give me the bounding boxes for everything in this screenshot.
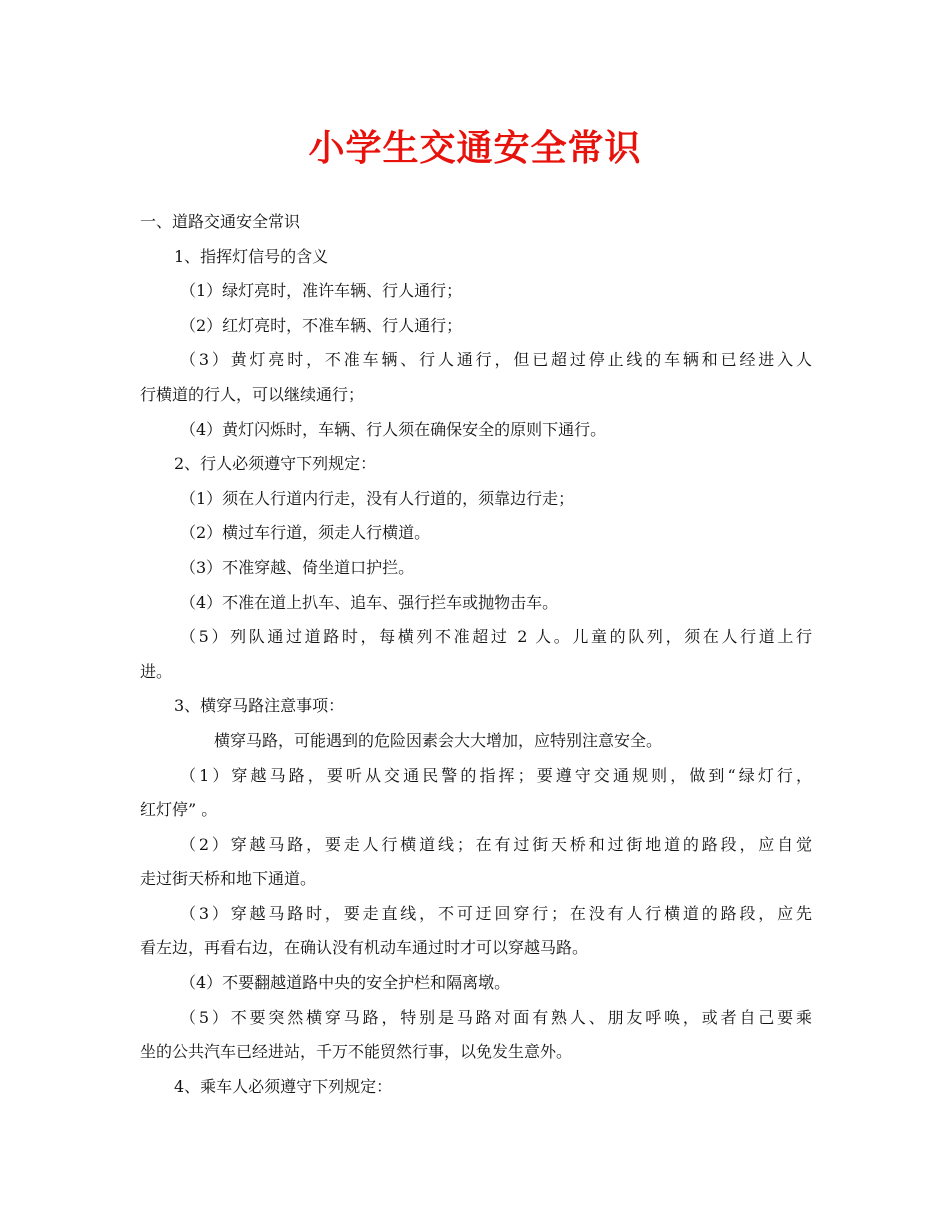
list-item: （1）须在人行道内行走，没有人行道的，须靠边行走； <box>180 488 575 508</box>
list-item-continuation: 行横道的行人，可以继续通行； <box>140 384 365 404</box>
document-body <box>140 205 812 1104</box>
list-item: （3）穿越马路时，要走直线，不可迂回穿行；在没有人行横道的路段，应先 <box>180 903 812 923</box>
list-item: （1）穿越马路，要听从交通民警的指挥；要遵守交通规则，做到“绿灯行， <box>180 765 812 785</box>
list-item-continuation: 走过街天桥和地下通道。 <box>140 869 317 889</box>
list-item: （1）绿灯亮时，准许车辆、行人通行； <box>180 281 463 301</box>
list-item: （3）不准穿越、倚坐道口护拦。 <box>180 557 415 577</box>
list-item: （3）黄灯亮时，不准车辆、行人通行，但已超过停止线的车辆和已经进入人 <box>180 350 812 370</box>
list-item: （4）不准在道上扒车、追车、强行拦车或抛物击车。 <box>180 592 559 612</box>
paragraph: 横穿马路，可能遇到的危险因素会大大增加，应特别注意安全。 <box>214 730 663 750</box>
list-item: （5）列队通过道路时，每横列不准超过 2 人。儿童的队列，须在人行道上行 <box>180 627 812 647</box>
document-title: 小学生交通安全常识 <box>308 127 642 169</box>
list-item-continuation: 进。 <box>140 661 173 681</box>
section-heading: 一、道路交通安全常识 <box>140 212 301 231</box>
list-item: （5）不要突然横穿马路，特别是马路对面有熟人、朋友呼唤，或者自己要乘 <box>180 1007 812 1027</box>
list-item: （2）横过车行道，须走人行横道。 <box>180 523 431 543</box>
subsection-heading: 2、行人必须遵守下列规定： <box>174 454 377 474</box>
subsection-heading: 1、指挥灯信号的含义 <box>174 246 329 266</box>
list-item-continuation: 看左边，再看右边，在确认没有机动车通过时才可以穿越马路。 <box>140 938 589 958</box>
list-item: （4）黄灯闪烁时，车辆、行人须在确保安全的原则下通行。 <box>180 419 607 439</box>
list-item-continuation: 坐的公共汽车已经进站，千万不能贸然行事，以免发生意外。 <box>140 1042 573 1062</box>
subsection-heading: 4、乘车人必须遵守下列规定： <box>174 1076 393 1096</box>
subsection-heading: 3、横穿马路注意事项： <box>174 696 345 716</box>
list-item-continuation: 红灯停” 。 <box>140 800 218 820</box>
list-item: （2）红灯亮时，不准车辆、行人通行； <box>180 315 463 335</box>
list-item: （2）穿越马路，要走人行横道线；在有过街天桥和过街地道的路段，应自觉 <box>180 834 812 854</box>
list-item: （4）不要翻越道路中央的安全护栏和隔离墩。 <box>180 973 511 993</box>
